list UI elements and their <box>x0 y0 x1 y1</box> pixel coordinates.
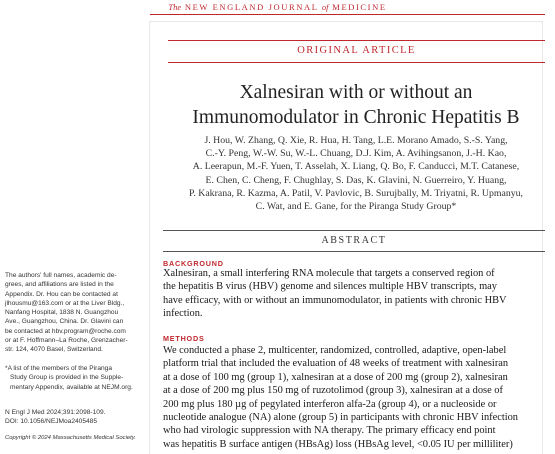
header-divider <box>150 14 545 15</box>
background-line: infection. <box>163 308 203 320</box>
study-group-note <box>5 364 153 392</box>
affiliation-line: grees, and affiliations are listed in the <box>5 281 114 289</box>
author-affiliations-note <box>5 271 153 355</box>
author-line: P. Kakrana, R. Kazma, A. Patil, V. Pavlovic, B. Surujbally, M. Triyatni, R. Upmanyu, <box>189 187 523 199</box>
methods-line: was hepatitis B surface antigen (HBsAg) loss (HBsAg level, <0.05 IU per milliliter) <box>163 438 513 450</box>
journal-of: of <box>321 2 329 12</box>
background-line: the hepatitis B virus (HBV) genome and silences multiple HBV transcripts, may <box>163 281 497 293</box>
title-line-2: Immunomodulator in Chronic Hepatitis B <box>192 107 520 128</box>
background-text <box>163 267 545 321</box>
abstract-heading: ABSTRACT <box>163 230 545 252</box>
methods-line: We conducted a phase 2, multicenter, randomized, controlled, adaptive, open-label <box>163 345 507 356</box>
citation <box>5 408 153 427</box>
citation-line: N Engl J Med 2024;391:2098-109. <box>5 409 106 416</box>
journal-prefix: The <box>168 2 182 12</box>
doi-line: DOI: 10.1056/NEJMoa2405485 <box>5 418 98 426</box>
affiliation-line: Ave., Guangzhou, China. Dr. Glavini can <box>5 318 124 326</box>
article-type-label: ORIGINAL ARTICLE <box>297 45 416 56</box>
methods-line: at a dose of 200 mg plus 150 mg of ruzotolimod (group 3), xalnesiran at a dose of <box>163 385 503 397</box>
methods-line: who had virologic suppression with NA therapy. The primary efficacy end point <box>163 425 496 437</box>
author-line: A. Leerapun, M.-F. Yuen, T. Asselah, X. Liang, Q. Bo, F. Canducci, M.T. Catanese, <box>192 161 520 173</box>
journal-name: NEW ENGLAND JOURNAL <box>184 2 319 12</box>
author-line: E. Chen, C. Cheng, F. Chughlay, S. Das, K. Glavini, N. Guerreiro, Y. Huang, <box>205 174 507 186</box>
methods-heading: METHODS <box>163 334 205 343</box>
article-type-rule-bottom <box>168 62 545 63</box>
methods-line: platform trial that included the evaluation of 48 weeks of treatment with xalnesiran <box>163 358 509 370</box>
affiliation-line: Nanfang Hospital, 1838 N. Guangzhou <box>5 309 119 317</box>
copyright-notice: Copyright © 2024 Massachusetts Medical Society. <box>5 435 136 441</box>
group-note-line: mentary Appendix, available at NEJM.org. <box>10 383 133 391</box>
affiliation-line: be contacted at hbv.program@roche.com <box>5 327 126 335</box>
affiliation-line: or at F. Hoffmann–La Roche, Grenzacher- <box>5 337 128 345</box>
affiliation-line: The authors' full names, academic de- <box>5 272 117 279</box>
author-list <box>160 134 552 213</box>
background-line: Xalnesiran, a small interfering RNA molecule that targets a conserved region of <box>163 268 495 279</box>
methods-text <box>163 344 545 451</box>
title-line-1: Xalnesiran with or without an <box>239 82 473 103</box>
background-heading: BACKGROUND <box>163 259 224 268</box>
affiliation-line: jlhousmu@163.com or at the Liver Bldg., <box>5 299 125 307</box>
methods-line: nucleotide analogue (NA) alone (group 5) in participants with chronic HBV infection <box>163 412 519 424</box>
affiliation-line: str. 124, 4070 Basel, Switzerland. <box>5 346 103 354</box>
article-title <box>160 80 552 130</box>
journal-header <box>0 2 555 12</box>
methods-line: 200 mg plus 180 µg of pegylated interferon alfa-2a (group 4), or a nucleoside or <box>163 398 497 410</box>
affiliation-line: Appendix. Dr. Hou can be contacted at <box>5 290 118 298</box>
author-line: C.-Y. Peng, W.-W. Su, W.-L. Chuang, D.J. Kim, A. Avihingsanon, J.-H. Kao, <box>205 148 507 160</box>
background-line: have efficacy, with or without an immunomodulator, in patients with chronic HBV <box>163 294 507 306</box>
methods-line: at a dose of 100 mg (group 1), xalnesiran at a dose of 200 mg (group 2), xalnesiran <box>163 371 508 383</box>
author-line: C. Wat, and E. Gane, for the Piranga Study Group* <box>255 201 457 213</box>
group-note-line: Study Group is provided in the Supple- <box>10 374 124 382</box>
group-note-line: *A list of the members of the Piranga <box>5 365 113 372</box>
journal-medicine: MEDICINE <box>332 2 387 12</box>
author-line: J. Hou, W. Zhang, Q. Xie, R. Hua, H. Tang, L.E. Morano Amado, S.-S. Yang, <box>204 135 508 146</box>
article-type-rule-top <box>168 40 545 41</box>
